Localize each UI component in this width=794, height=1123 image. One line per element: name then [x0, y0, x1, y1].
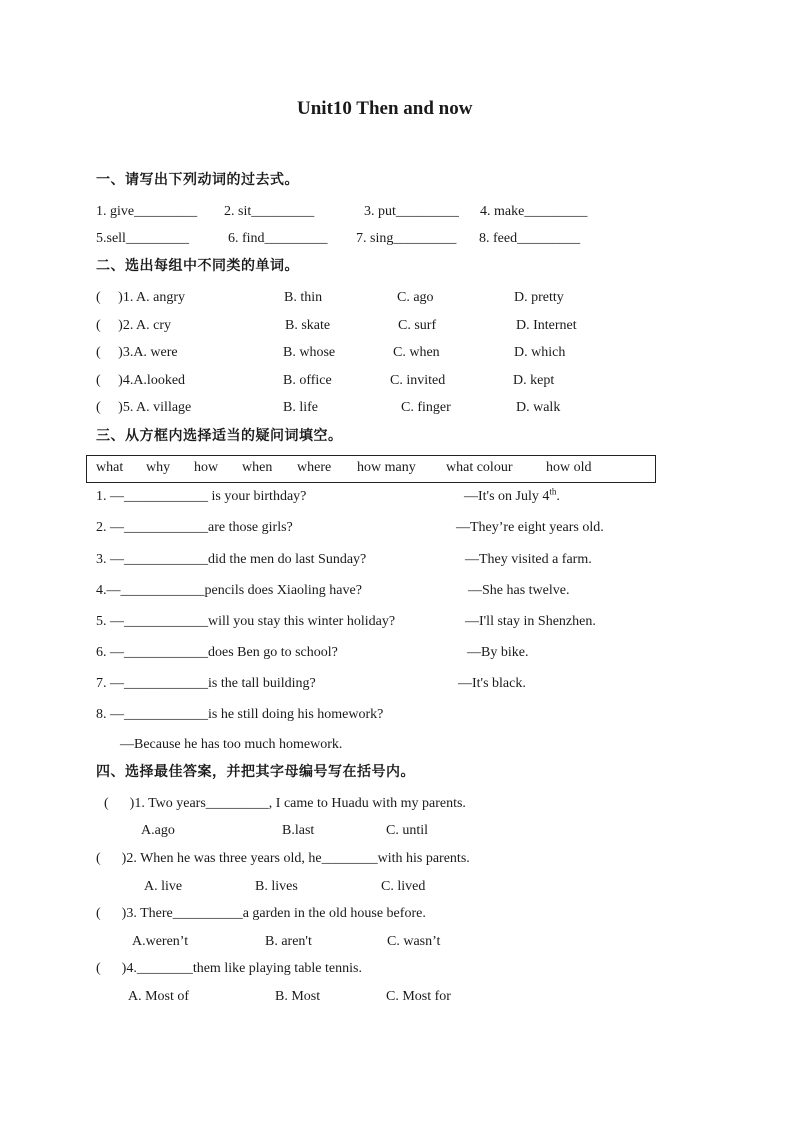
fill-question-4: 4.—____________pencils does Xiaoling have?	[96, 583, 362, 598]
question-1-7: 7. sing_________	[356, 231, 457, 246]
choice-row-5-c: C. finger	[401, 400, 451, 415]
mc-1-option-c: C. until	[386, 823, 429, 838]
section-3-heading: 三、从方框内选择适当的疑问词填空。	[96, 428, 343, 444]
choice-row-3-c: C. when	[393, 345, 440, 360]
choice-row-4-c: C. invited	[390, 373, 446, 388]
fill-answer-6: —By bike.	[467, 645, 529, 660]
question-1-2: 2. sit_________	[224, 204, 315, 219]
choice-row-5-d: D. walk	[516, 400, 561, 415]
fill-question-7: 7. —____________is the tall building?	[96, 676, 316, 691]
fill-answer-3: —They visited a farm.	[465, 552, 592, 567]
box-word-what-colour: what colour	[446, 460, 513, 475]
mc-3-option-a: A.weren’t	[132, 934, 189, 949]
choice-row-2-a: ( )2. A. cry	[96, 318, 172, 333]
choice-row-2-d: D. Internet	[516, 318, 577, 333]
mc-1-option-a: A.ago	[141, 823, 175, 838]
mc-2-option-a: A. live	[144, 879, 183, 894]
mc-4-option-b: B. Most	[275, 989, 321, 1004]
box-word-how-many: how many	[357, 460, 416, 475]
fill-answer-2: —They’re eight years old.	[456, 520, 604, 535]
mc-4-option-c: C. Most for	[386, 989, 451, 1004]
box-word-where: where	[297, 460, 332, 475]
choice-row-3-b: B. whose	[283, 345, 336, 360]
box-word-how: how	[194, 460, 219, 475]
box-word-when: when	[242, 460, 273, 475]
question-1-5: 5.sell_________	[96, 231, 189, 246]
fill-question-6: 6. —____________does Ben go to school?	[96, 645, 338, 660]
choice-row-4-d: D. kept	[513, 373, 555, 388]
section-4-heading: 四、选择最佳答案，并把其字母编号写在括号内。	[96, 764, 415, 780]
choice-row-1-c: C. ago	[397, 290, 434, 305]
mc-2-option-b: B. lives	[255, 879, 298, 894]
choice-row-4-a: ( )4.A.looked	[96, 373, 186, 388]
question-1-3: 3. put_________	[364, 204, 459, 219]
fill-question-5: 5. —____________will you stay this winter holiday?	[96, 614, 396, 629]
fill-question-8: 8. —____________is he still doing his homework?	[96, 707, 384, 722]
mc-3-option-c: C. wasn’t	[387, 934, 441, 949]
section-2-heading: 二、选出每组中不同类的单词。	[96, 258, 299, 274]
choice-row-1-a: ( )1. A. angry	[96, 290, 186, 305]
box-word-what: what	[96, 460, 124, 475]
choice-row-4-b: B. office	[283, 373, 332, 388]
fill-answer-7: —It's black.	[458, 676, 526, 691]
question-1-1: 1. give_________	[96, 204, 198, 219]
box-word-how-old: how old	[546, 460, 592, 475]
question-1-6: 6. find_________	[228, 231, 328, 246]
fill-answer-8: —Because he has too much homework.	[120, 737, 343, 752]
fill-question-2: 2. —____________are those girls?	[96, 520, 293, 535]
fill-answer-1: —It's on July 4th.	[464, 486, 560, 504]
mc-2-option-c: C. lived	[381, 879, 426, 894]
fill-question-3: 3. —____________did the men do last Sunday?	[96, 552, 367, 567]
fill-answer-5: —I'll stay in Shenzhen.	[465, 614, 596, 629]
mc-question-2: ( )2. When he was three years old, he________with his parents.	[96, 851, 470, 866]
box-word-why: why	[146, 460, 171, 475]
mc-3-option-b: B. aren't	[265, 934, 312, 949]
choice-row-3-d: D. which	[514, 345, 566, 360]
mc-1-option-b: B.last	[282, 823, 315, 838]
choice-row-2-b: B. skate	[285, 318, 331, 333]
mc-question-1: ( )1. Two years_________, I came to Huadu with my parents.	[104, 796, 466, 811]
page-title: Unit10 Then and now	[297, 98, 473, 119]
fill-answer-4: —She has twelve.	[468, 583, 570, 598]
mc-4-option-a: A. Most of	[128, 989, 190, 1004]
section-1-heading: 一、请写出下列动词的过去式。	[96, 172, 299, 188]
choice-row-5-a: ( )5. A. village	[96, 400, 192, 415]
choice-row-5-b: B. life	[283, 400, 318, 415]
choice-row-2-c: C. surf	[398, 318, 437, 333]
choice-row-1-d: D. pretty	[514, 290, 564, 305]
mc-question-3: ( )3. There__________a garden in the old house before.	[96, 906, 426, 921]
choice-row-3-a: ( )3.A. were	[96, 345, 178, 360]
mc-question-4: ( )4.________them like playing table tennis.	[96, 961, 362, 976]
question-1-8: 8. feed_________	[479, 231, 581, 246]
fill-question-1: 1. —____________ is your birthday?	[96, 489, 307, 504]
choice-row-1-b: B. thin	[284, 290, 323, 305]
question-1-4: 4. make_________	[480, 204, 588, 219]
